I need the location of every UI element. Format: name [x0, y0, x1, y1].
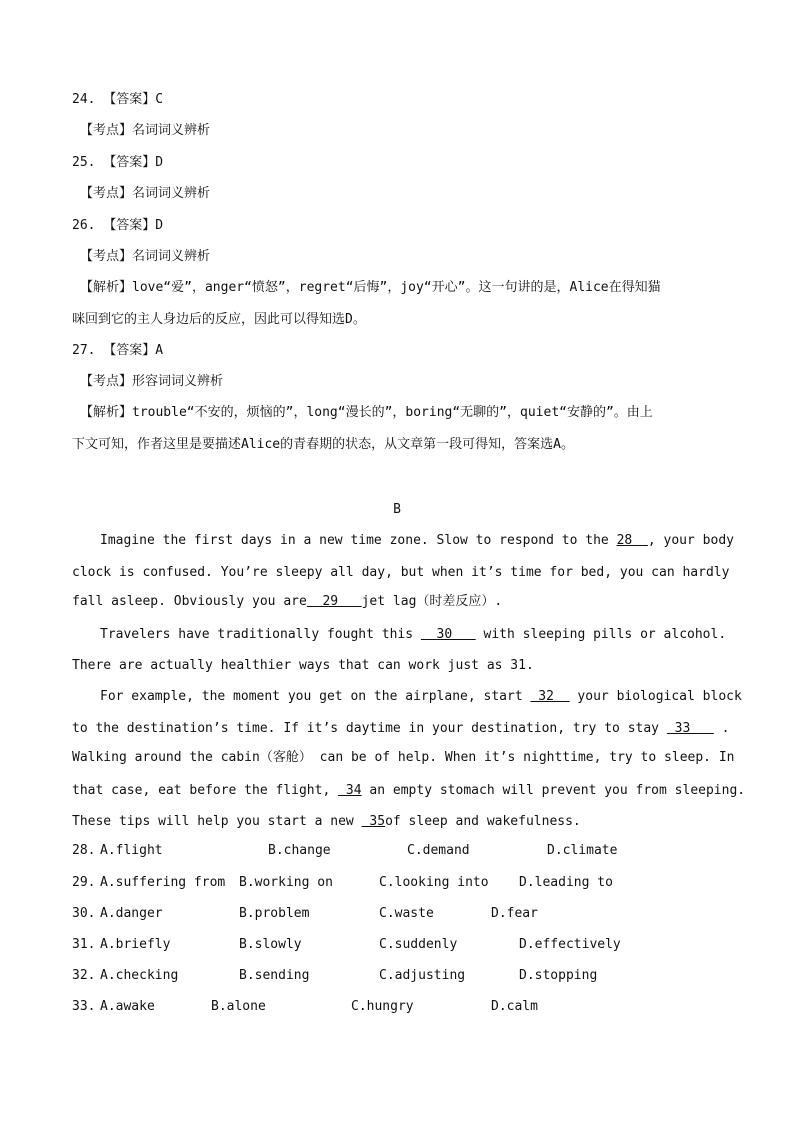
option-c: C.adjusting	[379, 968, 466, 983]
question-number: 30.	[72, 906, 96, 921]
text-span: to the destination’s time. If it’s daytime in your destination, try to stay	[72, 721, 667, 736]
option-c: C.suddenly	[379, 937, 458, 952]
option-a: A.briefly	[100, 937, 171, 952]
question-number: 29.	[72, 875, 96, 890]
option-a: A.awake	[100, 999, 155, 1014]
section-title: B	[393, 502, 401, 517]
answer-27-analysis-l1: 【解析】trouble“不安的，烦恼的”，long“漫长的”，boring“无聊的”，quiet“安静的”。由上	[80, 405, 653, 420]
blank-29: 29	[306, 594, 362, 609]
option-a: A.checking	[100, 968, 179, 983]
option-b: B.problem	[239, 906, 310, 921]
answer-27-point: 【考点】形容词词义辨析	[80, 374, 224, 389]
text-span: jet lag（时差反应）.	[361, 594, 503, 609]
option-b: B.alone	[211, 999, 266, 1014]
option-d: D.calm	[491, 999, 538, 1014]
option-b: B.sending	[239, 968, 310, 983]
answer-26-analysis-l2: 咪回到它的主人身边后的反应，因此可以得知选D。	[72, 312, 366, 327]
passage-line	[100, 531, 734, 551]
answer-25-point: 【考点】名词词义辨析	[80, 186, 211, 201]
option-d: D.effectively	[519, 937, 621, 952]
answer-24-point: 【考点】名词词义辨析	[80, 123, 211, 138]
option-d: D.stopping	[519, 968, 598, 983]
option-d: D.leading to	[519, 875, 613, 890]
answer-26-analysis-l1: 【解析】love“爱”，anger“愤怒”，regret“后悔”，joy“开心”。这一句讲的是，Alice在得知猫	[80, 280, 661, 295]
blank-28: 28	[616, 533, 648, 548]
text-span: Imagine the first days in a new time zone. Slow to respond to the	[100, 533, 617, 548]
passage-line: Walking around the cabin（客舱） can be of help. When it’s nighttime, try to sleep. In	[72, 750, 735, 765]
answer-25-line: 25. 【答案】D	[72, 155, 164, 170]
text-span: Travelers have traditionally fought this	[100, 627, 421, 642]
text-span: an empty stomach will prevent you from sleeping.	[361, 783, 746, 798]
option-b: B.change	[268, 843, 331, 858]
option-c: C.looking into	[379, 875, 489, 890]
option-b: B.working on	[239, 875, 333, 890]
text-span: For example, the moment you get on the airplane, start	[100, 689, 531, 704]
option-a: A.suffering from	[100, 875, 226, 890]
text-span: , your body	[647, 533, 734, 548]
text-span: of sleep and wakefulness.	[385, 814, 581, 829]
text-span: .	[713, 721, 730, 736]
option-b: B.slowly	[239, 937, 302, 952]
blank-32: 32	[530, 689, 570, 704]
option-d: D.climate	[547, 843, 618, 858]
blank-30: 30	[420, 627, 476, 642]
option-d: D.fear	[491, 906, 538, 921]
passage-line: clock is confused. You’re sleepy all day, but when it’s time for bed, you can hardly	[72, 565, 730, 580]
option-a: A.flight	[100, 843, 163, 858]
passage-line	[100, 625, 726, 645]
answer-26-line: 26. 【答案】D	[72, 218, 164, 233]
question-number: 28.	[72, 843, 96, 858]
answer-24-line: 24. 【答案】C	[72, 92, 164, 107]
passage-line	[100, 687, 742, 707]
question-number: 32.	[72, 968, 96, 983]
text-span: These tips will help you start a new	[72, 814, 362, 829]
blank-33: 33	[666, 721, 714, 736]
passage-line: There are actually healthier ways that can work just as 31.	[72, 658, 534, 673]
passage-line	[72, 592, 502, 612]
answer-27-line: 27. 【答案】A	[72, 343, 164, 358]
text-span: that case, eat before the flight,	[72, 783, 339, 798]
question-number: 33.	[72, 999, 96, 1014]
passage-line	[72, 781, 745, 801]
option-c: C.waste	[379, 906, 434, 921]
option-c: C.demand	[407, 843, 470, 858]
answer-27-analysis-l2: 下文可知，作者这里是要描述Alice的青春期的状态，从文章第一段可得知，答案选A。	[72, 437, 574, 452]
text-span: fall asleep. Obviously you are	[72, 594, 307, 609]
answer-26-point: 【考点】名词词义辨析	[80, 249, 211, 264]
text-span: with sleeping pills or alcohol.	[475, 627, 727, 642]
option-c: C.hungry	[351, 999, 414, 1014]
option-a: A.danger	[100, 906, 163, 921]
text-span: your biological block	[569, 689, 742, 704]
blank-34: 34	[338, 783, 362, 798]
question-number: 31.	[72, 937, 96, 952]
blank-35: 35	[361, 814, 386, 829]
passage-line	[72, 719, 729, 739]
passage-line	[72, 812, 581, 832]
